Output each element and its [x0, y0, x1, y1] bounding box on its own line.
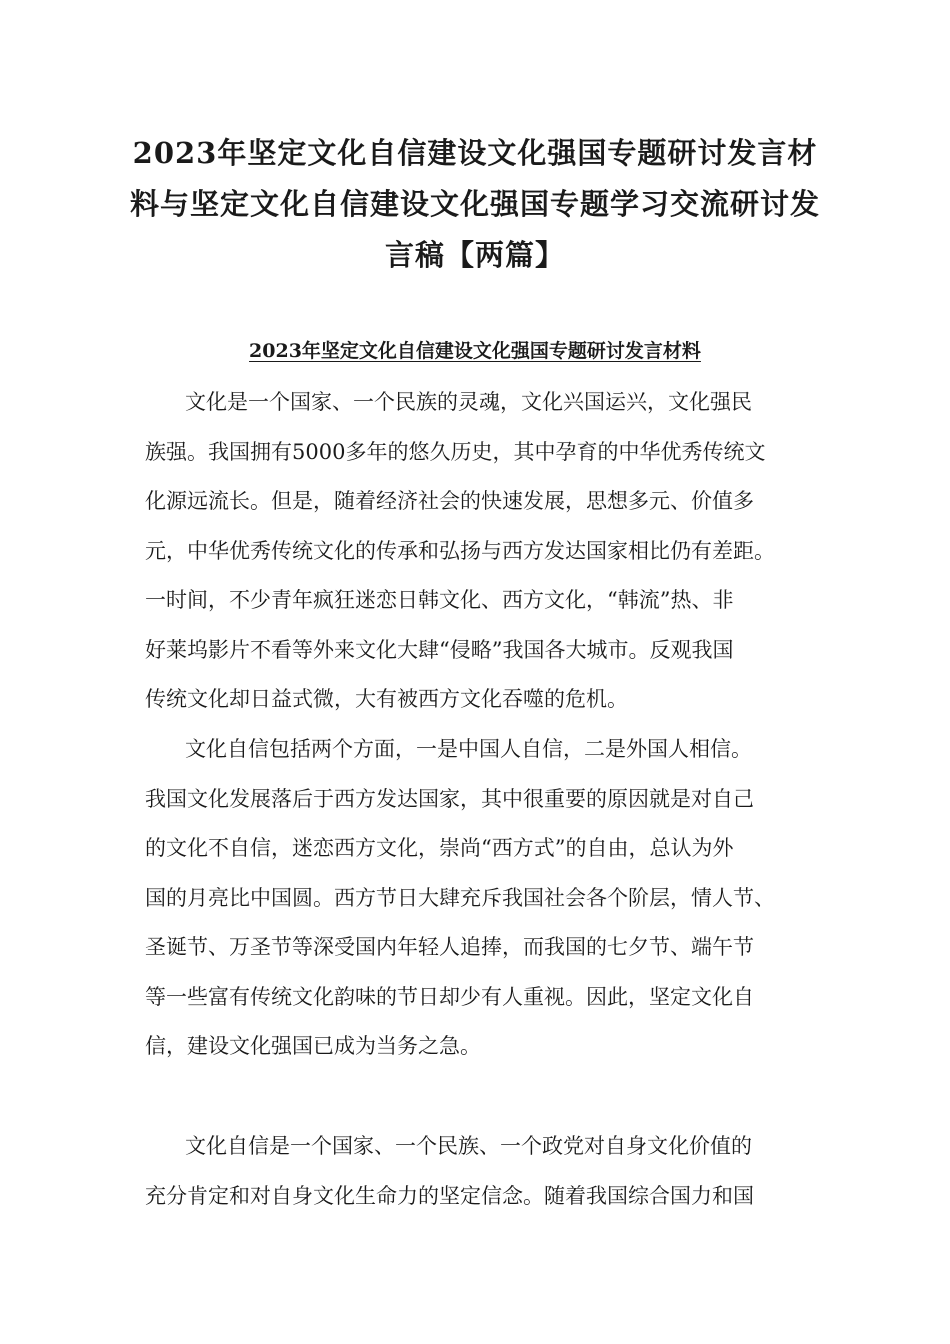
paragraph-line: 国的月亮比中国圆。西方节日大肆充斥我国社会各个阶层，情人节、 — [145, 885, 775, 910]
document-title-line: 言稿【两篇】 — [384, 238, 565, 272]
paragraph-line: 化源远流长。但是，随着经济社会的快速发展，思想多元、价值多 — [145, 489, 754, 513]
paragraph-line: 传统文化却日益式微，大有被西方文化吞噬的危机。 — [145, 687, 628, 711]
paragraph — [145, 725, 815, 1072]
paragraph-line: 充分肯定和对自身文化生命力的坚定信念。随着我国综合国力和国 — [145, 1183, 754, 1208]
paragraph-line: 我国文化发展落后于西方发达国家，其中很重要的原因就是对自己 — [145, 786, 754, 811]
paragraph-line: 文化是一个国家、一个民族的灵魂，文化兴国运兴，文化强民 — [185, 390, 752, 414]
paragraph-line: 圣诞节、万圣节等深受国内年轻人追捧，而我国的七夕节、端午节 — [145, 935, 754, 959]
paragraph-line: 文化自信是一个国家、一个民族、一个政党对自身文化价值的 — [185, 1134, 752, 1158]
paragraph — [145, 378, 815, 725]
paragraph-line: 的文化不自信，迷恋西方文化，崇尚“西方式”的自由，总认为外 — [145, 836, 734, 860]
paragraph-line: 文化自信包括两个方面，一是中国人自信，二是外国人相信。 — [185, 737, 752, 761]
document-title-line: 2023年坚定文化自信建设文化强国专题研讨发言材 — [132, 136, 818, 170]
paragraph-line: 好莱坞影片不看等外来文化大肆“侵略”我国各大城市。反观我国 — [145, 637, 734, 662]
document-title — [130, 128, 820, 281]
paragraph-line: 族强。我国拥有5000多年的悠久历史，其中孕育的中华优秀传统文 — [145, 439, 766, 464]
paragraph — [145, 1122, 815, 1221]
section-title: 2023年坚定文化自信建设文化强国专题研讨发言材料 — [249, 340, 701, 362]
paragraph-line: 元，中华优秀传统文化的传承和弘扬与西方发达国家相比仍有差距。 — [145, 538, 775, 563]
document-title-line: 料与坚定文化自信建设文化强国专题学习交流研讨发 — [130, 187, 821, 221]
paragraph-line: 信，建设文化强国已成为当务之急。 — [145, 1034, 481, 1058]
paragraph-line: 等一些富有传统文化韵味的节日却少有人重视。因此，坚定文化自 — [145, 984, 754, 1009]
paragraph-line: 一时间，不少青年疯狂迷恋日韩文化、西方文化，“韩流”热、非 — [145, 588, 734, 612]
